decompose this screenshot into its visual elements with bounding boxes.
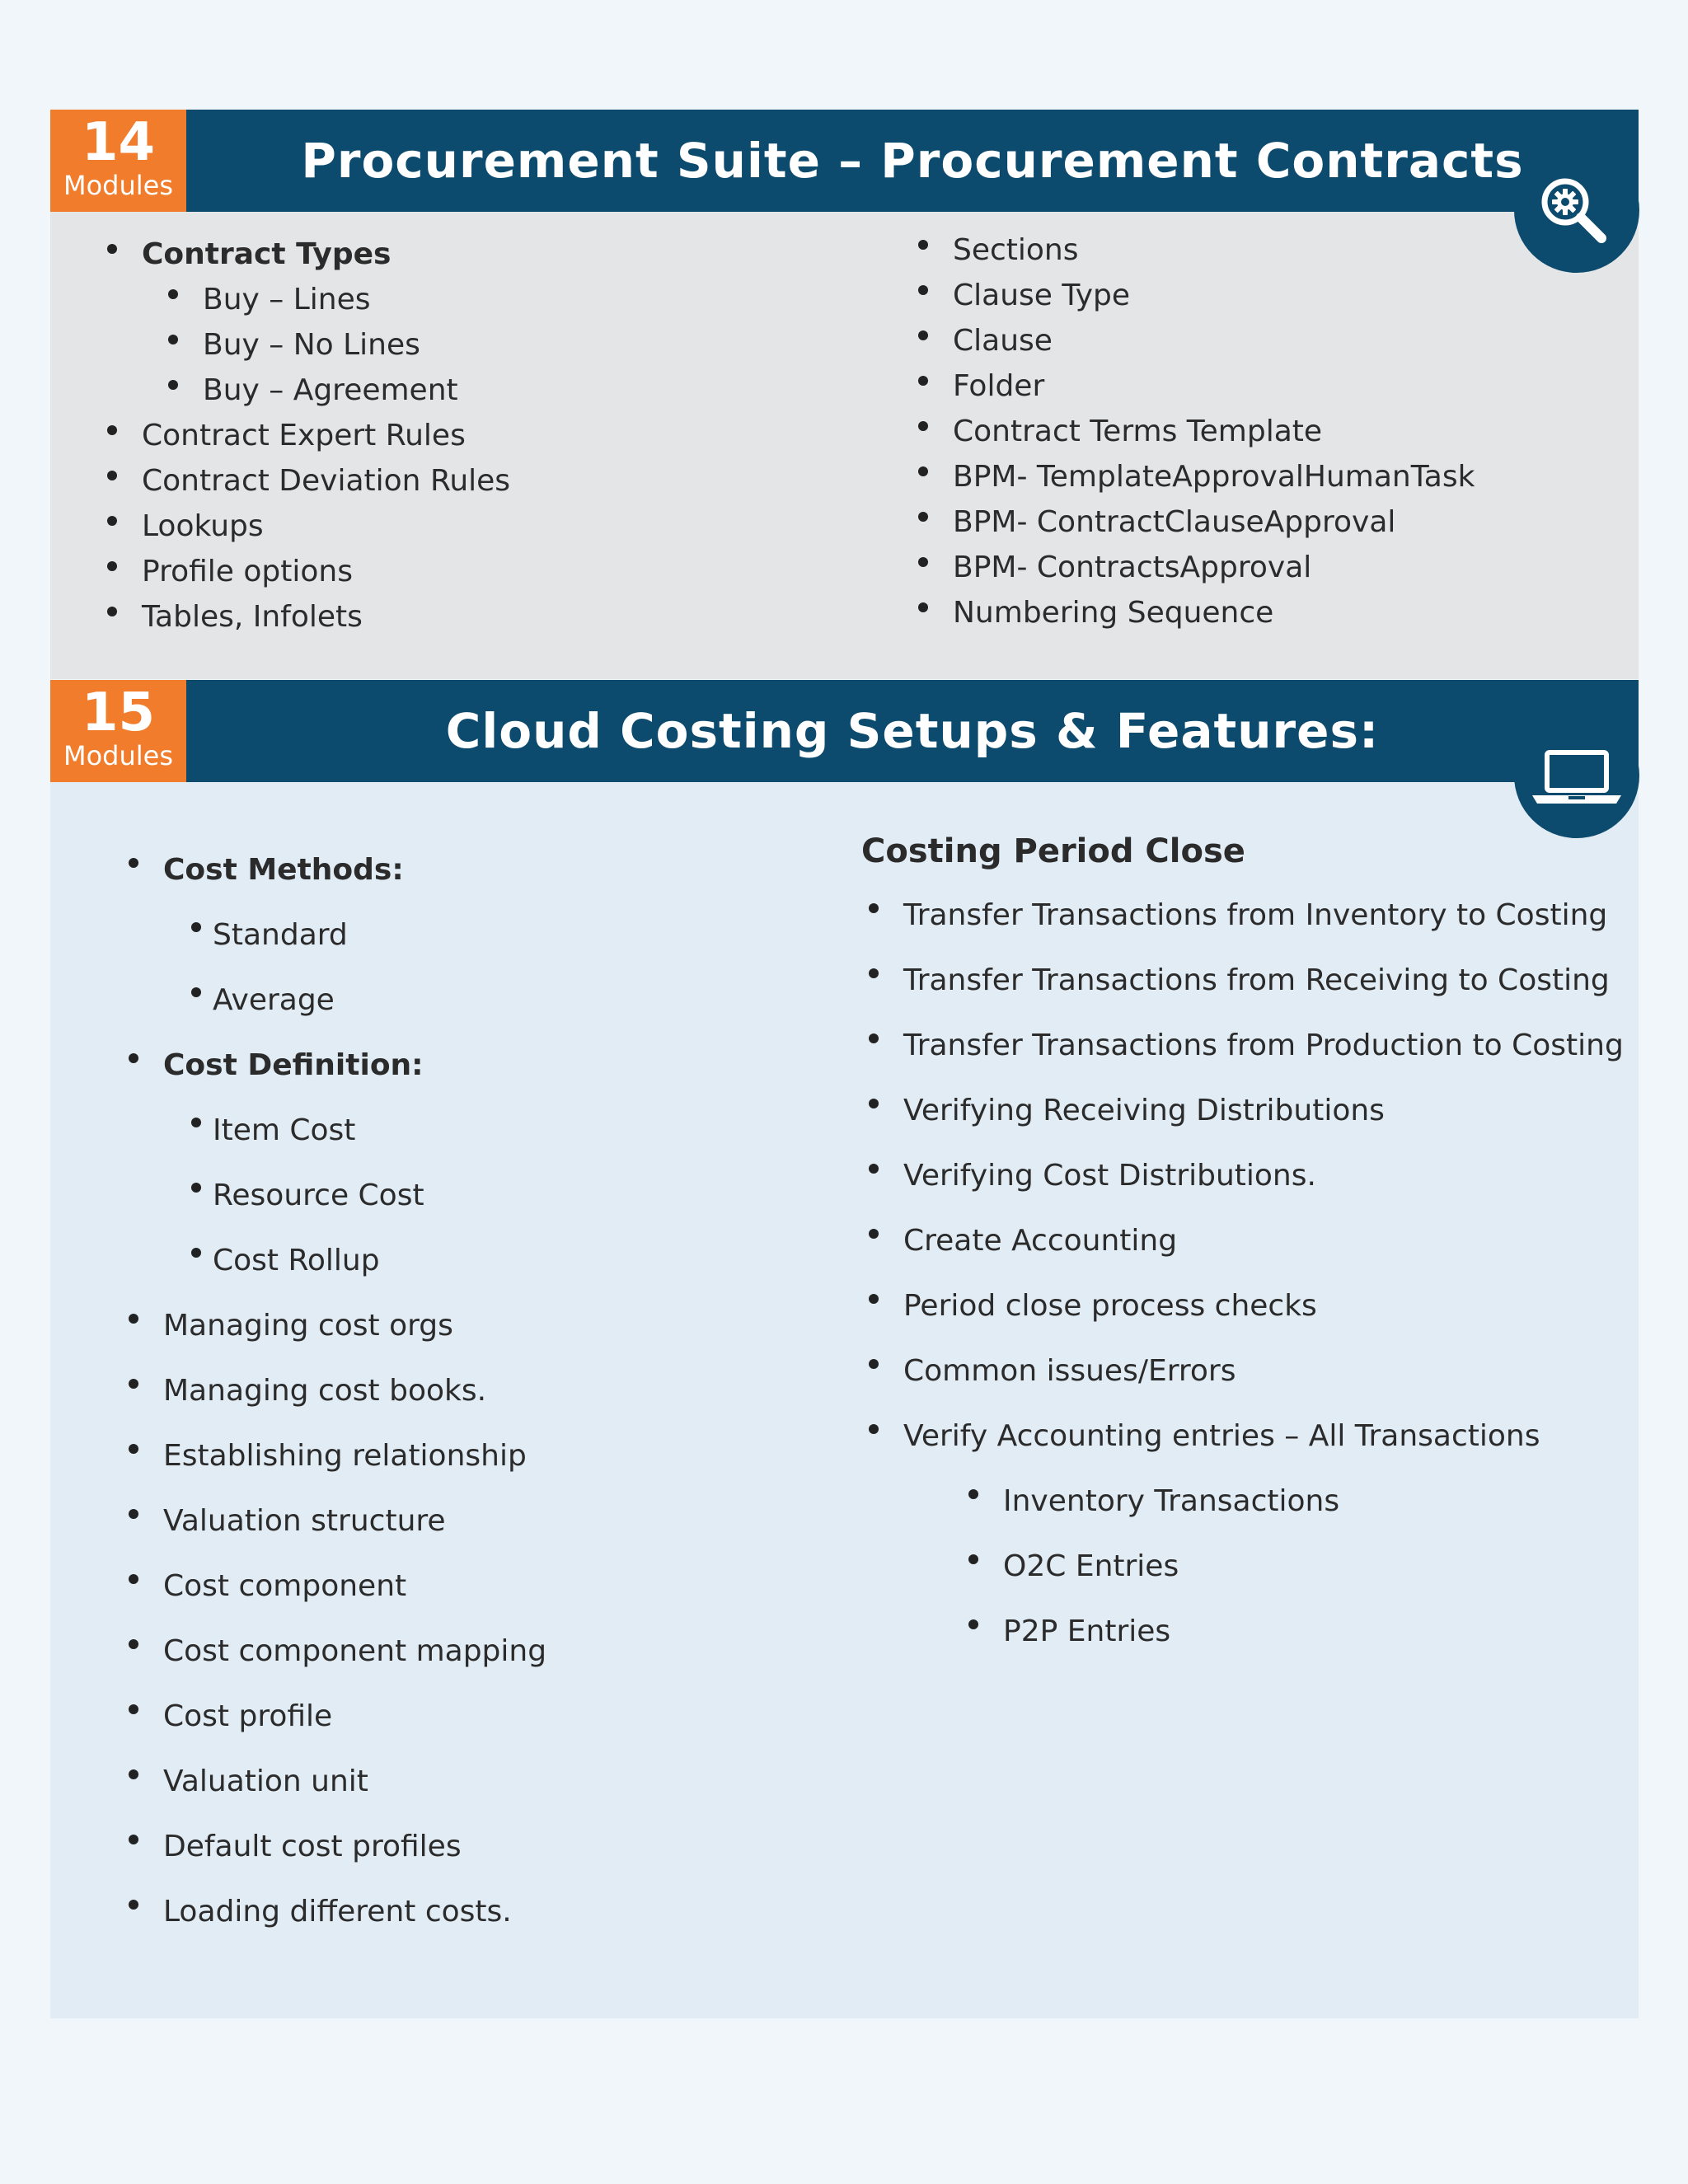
list-item: Contract Expert Rules bbox=[142, 413, 510, 458]
section-title: Procurement Suite – Procurement Contracts bbox=[301, 133, 1524, 189]
list-item: BPM- ContractClauseApproval bbox=[953, 499, 1475, 545]
costing-period-close-list bbox=[903, 883, 1624, 1664]
list-item: Tables, Infolets bbox=[142, 594, 510, 640]
list-item: Cost component bbox=[163, 1554, 546, 1619]
list-item: Contract Deviation Rules bbox=[142, 458, 510, 504]
section-header bbox=[50, 110, 1639, 212]
list-item: Lookups bbox=[142, 504, 510, 549]
list-item: Transfer Transactions from Inventory to Costing bbox=[903, 883, 1624, 948]
list-item: O2C Entries bbox=[1003, 1534, 1624, 1599]
list-item: Average bbox=[213, 968, 546, 1033]
list-item: Cost Definition: bbox=[163, 1033, 546, 1098]
list-item: Transfer Transactions from Production to Costing bbox=[903, 1013, 1624, 1078]
module-count-badge bbox=[50, 110, 186, 212]
module-count-label: Modules bbox=[63, 740, 174, 771]
section-header bbox=[50, 680, 1639, 782]
list-item: Loading different costs. bbox=[163, 1879, 546, 1944]
module-count-badge bbox=[50, 680, 186, 782]
list-item: Managing cost orgs bbox=[163, 1293, 546, 1358]
list-item: Buy – Agreement bbox=[203, 368, 510, 413]
section-title: Cloud Costing Setups & Features: bbox=[445, 703, 1380, 759]
procurement-contracts-section bbox=[50, 110, 1639, 679]
list-item: Cost Rollup bbox=[213, 1228, 546, 1293]
list-item: Cost profile bbox=[163, 1684, 546, 1749]
list-item: Verify Accounting entries – All Transactions bbox=[903, 1404, 1624, 1469]
magnifier-gear-icon bbox=[1514, 148, 1639, 273]
list-item: Resource Cost bbox=[213, 1163, 546, 1228]
module-count-label: Modules bbox=[63, 170, 174, 201]
list-item: Contract Terms Template bbox=[953, 409, 1475, 454]
list-item: Default cost profiles bbox=[163, 1814, 546, 1879]
cloud-costing-section bbox=[50, 680, 1639, 2018]
list-item: Establishing relationship bbox=[163, 1423, 546, 1488]
list-item: Clause bbox=[953, 318, 1475, 363]
list-item: Contract Types bbox=[142, 232, 510, 277]
list-item: Numbering Sequence bbox=[953, 590, 1475, 635]
costing-setup-list bbox=[163, 837, 546, 1944]
list-item: BPM- TemplateApprovalHumanTask bbox=[953, 454, 1475, 499]
list-item: Transfer Transactions from Receiving to Costing bbox=[903, 948, 1624, 1013]
list-item: Profile options bbox=[142, 549, 510, 594]
module-count-number: 15 bbox=[81, 682, 156, 743]
list-item: Managing cost books. bbox=[163, 1358, 546, 1423]
list-item: Folder bbox=[953, 363, 1475, 409]
list-item: Create Accounting bbox=[903, 1208, 1624, 1273]
list-item: Verifying Cost Distributions. bbox=[903, 1143, 1624, 1208]
list-item: Buy – No Lines bbox=[203, 322, 510, 368]
list-item: Valuation structure bbox=[163, 1488, 546, 1554]
list-item: Cost component mapping bbox=[163, 1619, 546, 1684]
list-item: Clause Type bbox=[953, 273, 1475, 318]
list-item: Period close process checks bbox=[903, 1273, 1624, 1338]
list-item: Common issues/Errors bbox=[903, 1338, 1624, 1404]
list-item: Valuation unit bbox=[163, 1749, 546, 1814]
list-item: Standard bbox=[213, 902, 546, 968]
list-item: Sections bbox=[953, 227, 1475, 273]
list-item: Buy – Lines bbox=[203, 277, 510, 322]
list-item: P2P Entries bbox=[1003, 1599, 1624, 1664]
costing-period-close-heading: Costing Period Close bbox=[861, 832, 1245, 870]
contract-terms-list bbox=[953, 227, 1475, 635]
list-item: BPM- ContractsApproval bbox=[953, 545, 1475, 590]
list-item: Cost Methods: bbox=[163, 837, 546, 902]
list-item: Inventory Transactions bbox=[1003, 1469, 1624, 1534]
list-item: Item Cost bbox=[213, 1098, 546, 1163]
list-item: Verifying Receiving Distributions bbox=[903, 1078, 1624, 1143]
module-count-number: 14 bbox=[81, 112, 156, 173]
laptop-icon bbox=[1514, 713, 1639, 838]
contract-setup-list bbox=[142, 232, 510, 640]
